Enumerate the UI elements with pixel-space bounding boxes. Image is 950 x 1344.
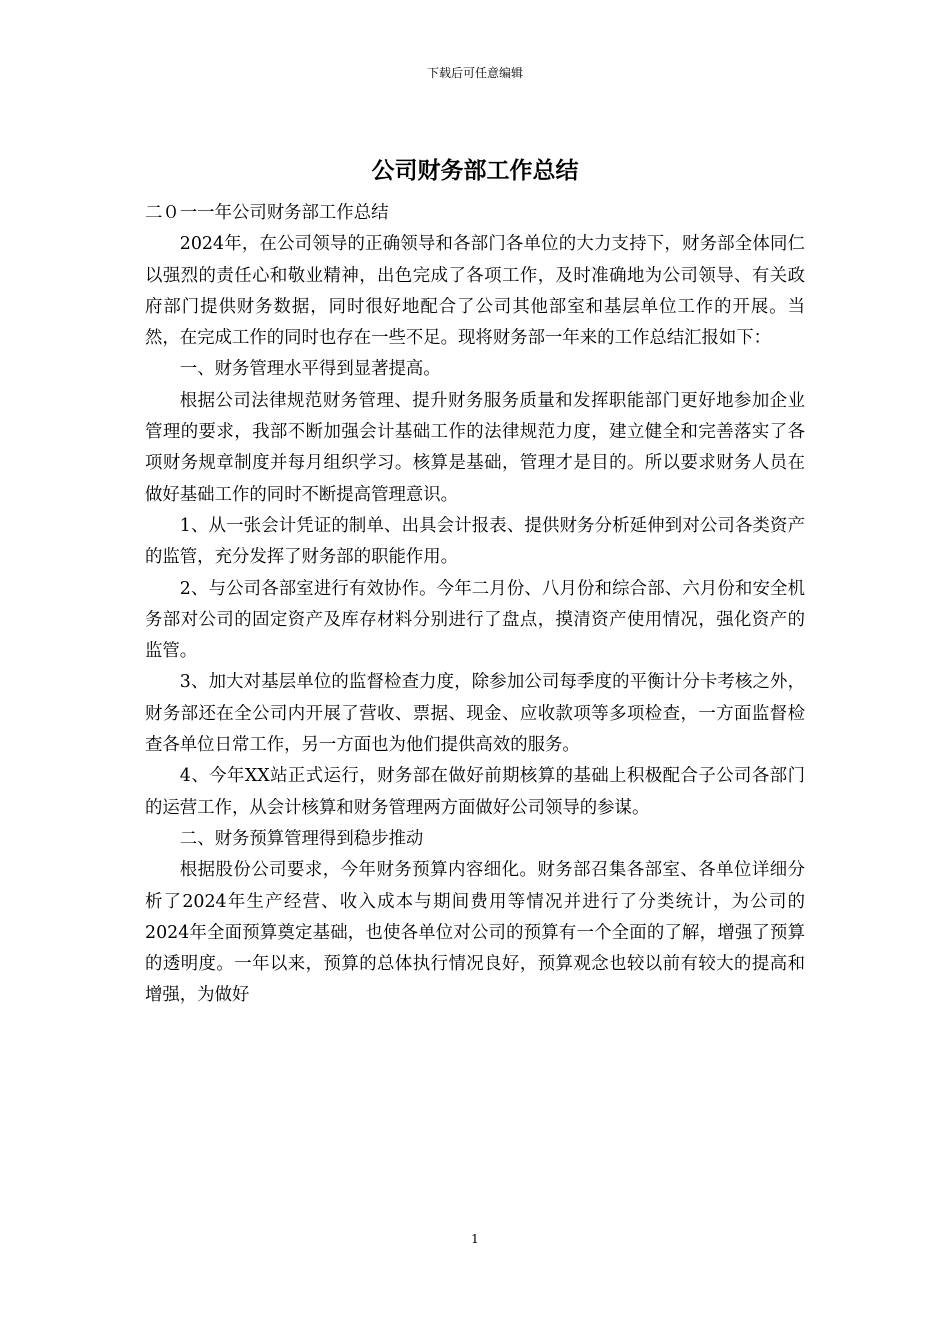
page-header-note: 下载后可任意编辑 bbox=[426, 66, 523, 80]
paragraph-budget: 根据股份公司要求，今年财务预算内容细化。财务部召集各部室、各单位详细分析了2024年生产经营、收入成本与期间费用等情况并进行了分类统计，为公司的2024年全面预算奠定基础，也使各单位对公司的预算有一个全面的了解，增强了预算的透明度。一年以来，预算的总体执行情况良好，预算观念也较以前有较大的提高和增强，为做好 bbox=[145, 860, 805, 1006]
intro-paragraph: 2024年，在公司领导的正确领导和各部门各单位的大力支持下，财务部全体同仁以强烈的责任心和敬业精神，出色完成了各项工作，及时准确地为公司领导、有关政府部门提供财务数据，同时很好地配合了公司其他部室和基层单位工作的开展。当然，在完成工作的同时也存在一些不足。现将财务部一年来的工作总结汇报如下： bbox=[145, 234, 805, 349]
section-heading-1: 一、财务管理水平得到显著提高。 bbox=[179, 359, 441, 380]
list-item-4: 4、今年XX站正式运行，财务部在做好前期核算的基础上积极配合子公司各部门的运营工作，从会计核算和财务管理两方面做好公司领导的参谋。 bbox=[145, 766, 805, 818]
section-heading-2: 二、财务预算管理得到稳步推动 bbox=[179, 828, 424, 849]
list-item-3: 3、加大对基层单位的监督检查力度，除参加公司每季度的平衡计分卡考核之外，财务部还在全公司内开展了营收、票据、现金、应收款项等多项检查，一方面监督检查各单位日常工作，另一方面也为他们提供高效的服务。 bbox=[145, 672, 805, 756]
document-title: 公司财务部工作总结 bbox=[371, 158, 579, 184]
list-item-2: 2、与公司各部室进行有效协作。今年二月份、八月份和综合部、六月份和安全机务部对公司的固定资产及库存材料分别进行了盘点，摸清资产使用情况，强化资产的监管。 bbox=[145, 578, 805, 662]
paragraph-management: 根据公司法律规范财务管理、提升财务服务质量和发挥职能部门更好地参加企业管理的要求，我部不断加强会计基础工作的法律规范力度，建立健全和完善落实了各项财务规章制度并每月组织学习。核算是基础，管理才是目的。所以要求财务人员在做好基础工作的同时不断提高管理意识。 bbox=[145, 390, 805, 505]
document-body bbox=[145, 198, 805, 1012]
subtitle-line: 二０一一年公司财务部工作总结 bbox=[145, 203, 389, 223]
page-number: 1 bbox=[471, 1232, 479, 1246]
list-item-1: 1、从一张会计凭证的制单、出具会计报表、提供财务分析延伸到对公司各类资产的监管，充分发挥了财务部的职能作用。 bbox=[145, 515, 805, 568]
